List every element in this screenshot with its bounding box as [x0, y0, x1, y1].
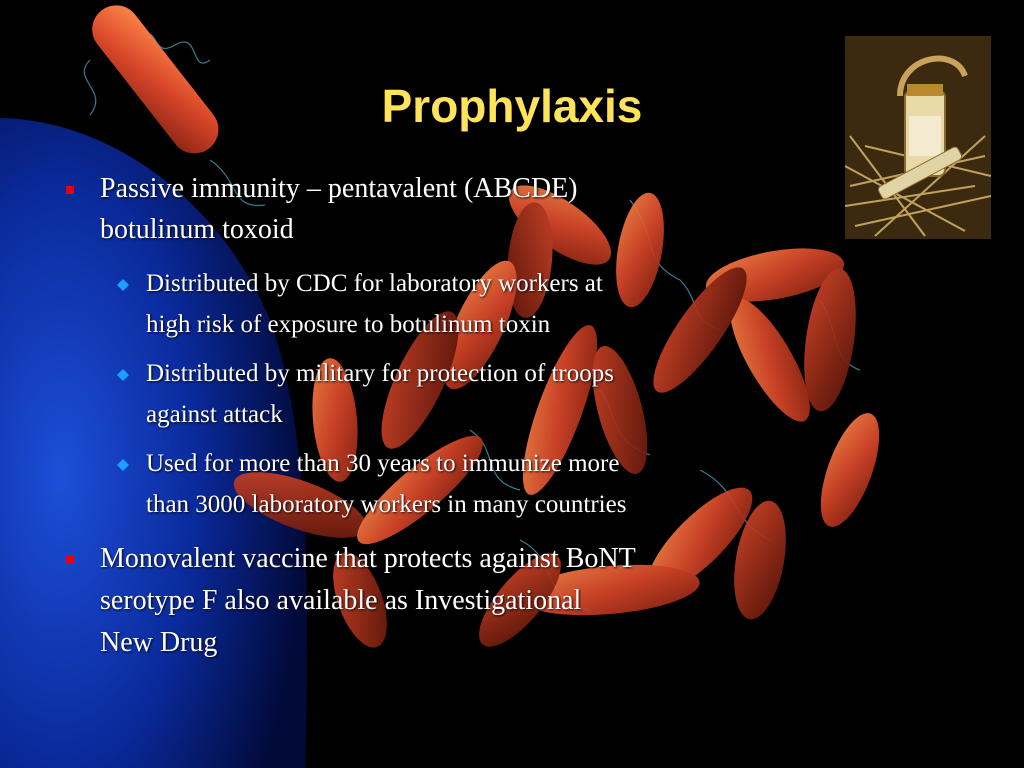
- bullet-1-line-1: Passive immunity – pentavalent (ABCDE): [100, 173, 578, 204]
- sub-bullet-3-line-1: Used for more than 30 years to immunize more: [146, 450, 620, 477]
- bullet-2-line-1: Monovalent vaccine that protects against BoNT: [100, 543, 636, 574]
- sub-bullet-1-line-2: high risk of exposure to botulinum toxin: [146, 311, 551, 338]
- sub-bullet-1-line-1: Distributed by CDC for laboratory workers at: [146, 270, 603, 297]
- sub-bullet-3-line-2: than 3000 laboratory workers in many countries: [146, 491, 627, 518]
- cap: [907, 84, 943, 96]
- path: [117, 459, 129, 471]
- diamond-bullet-icon: [117, 279, 129, 291]
- slide-title: Prophylaxis: [381, 80, 643, 132]
- bullet-1-line-2: botulinum toxoid: [100, 214, 294, 245]
- label: [909, 116, 941, 156]
- bullet-2-line-3: New Drug: [100, 627, 218, 658]
- vial-illustration: [845, 36, 991, 239]
- square-bullet-icon: [66, 556, 74, 564]
- square-bullet-icon: [66, 186, 74, 194]
- bacterium-rod: [83, 0, 229, 163]
- bacterium-rod: [809, 406, 891, 534]
- bullet-2-line-2: serotype F also available as Investigational: [100, 585, 582, 616]
- diamond-bullet-icon: [117, 369, 129, 381]
- vaccine-vial-photo: [845, 36, 991, 239]
- sub-bullet-2-line-2: against attack: [146, 401, 283, 428]
- bacterium-rod: [608, 189, 671, 311]
- path: [117, 369, 129, 381]
- diamond-bullet-icon: [117, 459, 129, 471]
- sub-bullet-2-line-1: Distributed by military for protection of troops: [146, 360, 614, 387]
- path: [117, 279, 129, 291]
